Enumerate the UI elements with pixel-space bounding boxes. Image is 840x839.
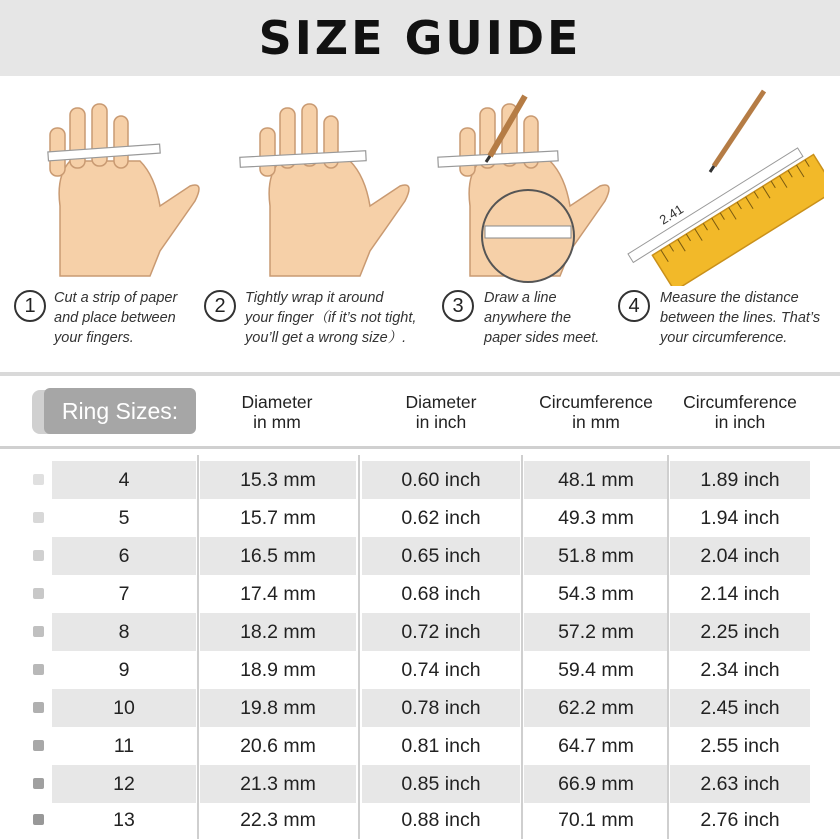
cell-diameter-mm: 16.5 mm [200, 537, 356, 575]
cell-ring-size: 6 [52, 537, 196, 575]
hand-pencil-mark-icon [430, 86, 630, 286]
cell-circumference-inch: 2.55 inch [700, 734, 780, 757]
step-2-number: 2 [204, 290, 236, 322]
cell-ring-size: 8 [52, 613, 196, 651]
table-row [0, 689, 840, 727]
col-header-circumference-inch: Circumference in inch [683, 392, 797, 432]
row-bullet [33, 588, 44, 599]
step-4 [610, 76, 840, 370]
ruler-label: 2.41 [656, 201, 687, 228]
cell-diameter-inch: 0.78 inch [362, 689, 520, 727]
row-bullet [33, 702, 44, 713]
cell-diameter-inch: 0.65 inch [362, 537, 520, 575]
col-header-circumference-mm: Circumference in mm [539, 392, 653, 432]
row-bullet [33, 512, 44, 523]
cell-circumference-inch: 2.45 inch [670, 689, 810, 727]
row-bullet [33, 626, 44, 637]
table-row [0, 499, 840, 537]
cell-diameter-mm: 19.8 mm [200, 689, 356, 727]
cell-ring-size: 10 [52, 689, 196, 727]
cell-ring-size: 7 [118, 582, 130, 605]
table-row [0, 651, 840, 689]
cell-circumference-mm: 54.3 mm [558, 582, 634, 605]
cell-diameter-mm: 15.3 mm [200, 461, 356, 499]
cell-circumference-mm: 66.9 mm [524, 765, 668, 803]
cell-diameter-inch: 0.62 inch [401, 506, 481, 529]
step-1-number: 1 [14, 290, 46, 322]
cell-circumference-mm: 70.1 mm [558, 808, 634, 831]
cell-diameter-mm: 20.6 mm [240, 734, 316, 757]
cell-ring-size: 9 [118, 658, 130, 681]
cell-circumference-inch: 2.14 inch [700, 582, 780, 605]
cell-diameter-inch: 0.81 inch [401, 734, 481, 757]
cell-circumference-mm: 49.3 mm [558, 506, 634, 529]
cell-circumference-inch: 2.63 inch [670, 765, 810, 803]
table-row [0, 575, 840, 613]
table-row [0, 727, 840, 765]
header-divider [0, 446, 840, 449]
cell-circumference-inch: 1.94 inch [700, 506, 780, 529]
cell-circumference-inch: 1.89 inch [670, 461, 810, 499]
row-bullet [33, 664, 44, 675]
cell-diameter-inch: 0.60 inch [362, 461, 520, 499]
table-row [0, 765, 840, 803]
cell-diameter-inch: 0.88 inch [401, 808, 481, 831]
table-row [0, 801, 840, 839]
cell-diameter-mm: 21.3 mm [200, 765, 356, 803]
cell-circumference-mm: 64.7 mm [558, 734, 634, 757]
step-2-text: Tightly wrap it around your finger（if it’s not tight, you’ll get a wrong size）. [245, 290, 417, 346]
cell-circumference-inch: 2.04 inch [670, 537, 810, 575]
cell-diameter-inch: 0.68 inch [401, 582, 481, 605]
hand-wrap-finger-icon [230, 86, 430, 286]
cell-circumference-inch: 2.76 inch [700, 808, 780, 831]
step-4-text: Measure the distance between the lines. That’s your circumference. [660, 290, 821, 346]
column-separator [358, 455, 360, 839]
cell-ring-size: 13 [113, 808, 135, 831]
row-bullet [33, 814, 44, 825]
row-bullet [33, 550, 44, 561]
cell-circumference-inch: 2.25 inch [670, 613, 810, 651]
page-title: SIZE GUIDE [258, 11, 582, 65]
cell-diameter-mm: 18.2 mm [200, 613, 356, 651]
cell-circumference-mm: 62.2 mm [524, 689, 668, 727]
cell-circumference-mm: 51.8 mm [524, 537, 668, 575]
step-3-number: 3 [442, 290, 474, 322]
cell-diameter-mm: 17.4 mm [240, 582, 316, 605]
cell-ring-size: 4 [52, 461, 196, 499]
cell-ring-size: 11 [113, 734, 135, 757]
column-separator [667, 455, 669, 839]
row-bullet [33, 474, 44, 485]
instruction-steps [0, 76, 840, 370]
row-bullet [33, 778, 44, 789]
cell-diameter-mm: 15.7 mm [240, 506, 316, 529]
step-2 [200, 76, 430, 370]
cell-diameter-mm: 22.3 mm [240, 808, 316, 831]
step-3-text: Draw a line anywhere the paper sides meet. [484, 290, 600, 346]
ruler-measure-icon [624, 86, 824, 286]
cell-circumference-mm: 59.4 mm [558, 658, 634, 681]
step-1-text: Cut a strip of paper and place between your fingers. [54, 290, 178, 346]
col-header-diameter-mm: Diameter in mm [241, 392, 313, 432]
table-row [0, 461, 840, 499]
table-row [0, 537, 840, 575]
cell-ring-size: 5 [118, 506, 130, 529]
cell-ring-size: 12 [52, 765, 196, 803]
cell-diameter-inch: 0.74 inch [401, 658, 481, 681]
col-header-diameter-inch: Diameter in inch [405, 392, 477, 432]
section-divider [0, 372, 840, 376]
row-bullet [33, 740, 44, 751]
cell-circumference-mm: 57.2 mm [524, 613, 668, 651]
column-separator [521, 455, 523, 839]
step-4-number: 4 [618, 290, 650, 322]
ring-sizes-label: Ring Sizes: [44, 388, 196, 434]
hand-paper-strip-icon [20, 86, 220, 286]
cell-diameter-inch: 0.72 inch [362, 613, 520, 651]
column-separator [197, 455, 199, 839]
table-header [0, 380, 840, 446]
cell-circumference-mm: 48.1 mm [524, 461, 668, 499]
cell-diameter-mm: 18.9 mm [240, 658, 316, 681]
cell-circumference-inch: 2.34 inch [700, 658, 780, 681]
cell-diameter-inch: 0.85 inch [362, 765, 520, 803]
page-header [0, 0, 840, 76]
step-1 [0, 76, 210, 370]
table-row [0, 613, 840, 651]
step-3 [430, 76, 620, 370]
